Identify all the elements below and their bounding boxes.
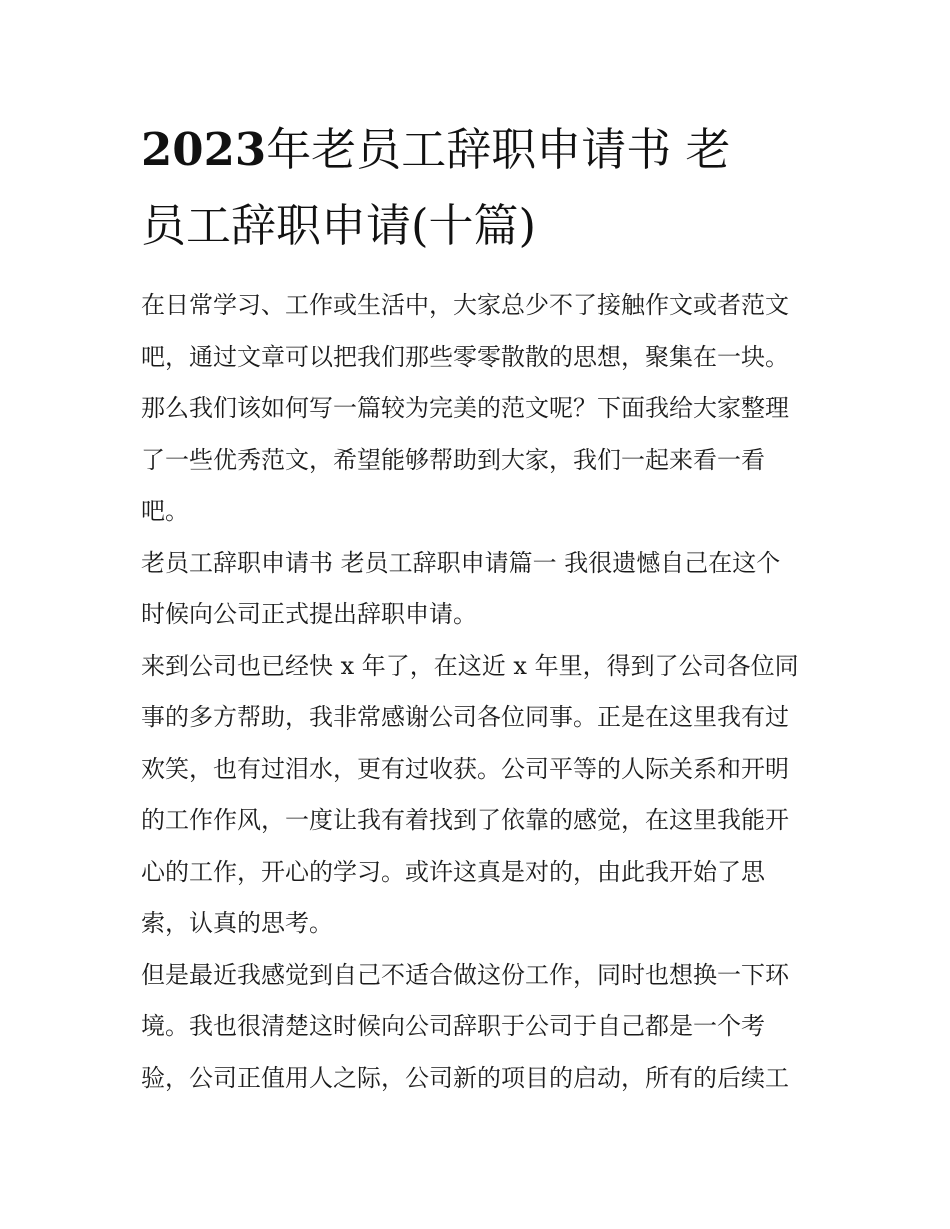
paragraph-body-2 [141, 950, 816, 1105]
paragraph-intro [141, 280, 816, 538]
text-line: 在日常学习、工作或生活中，大家总少不了接触作文或者范文 [141, 291, 789, 319]
text-line: 境。我也很清楚这时候向公司辞职于公司于自己都是一个考 [141, 1012, 765, 1040]
text-line: 了一些优秀范文，希望能够帮助到大家，我们一起来看一看 [141, 445, 765, 474]
text-line: 但是最近我感觉到自己不适合做这份工作，同时也想换一下环 [141, 960, 789, 989]
text-line: 欢笑，也有过泪水，更有过收获。公司平等的人际关系和开明 [141, 754, 789, 783]
title-text-line1: 年老员工辞职申请书 老 [266, 123, 731, 176]
text-line: 验，公司正值用人之际，公司新的项目的启动，所有的后续工 [141, 1063, 789, 1092]
text-line: 的工作作风，一度让我有着找到了依靠的感觉，在这里我能开 [141, 806, 789, 834]
document-body [141, 280, 816, 1104]
document-title [141, 112, 821, 264]
text-line: 心的工作，开心的学习。或许这真是对的，由此我开始了思 [141, 857, 765, 886]
text-line: 老员工辞职申请书 老员工辞职申请篇一 我很遗憾自己在这个 [141, 548, 781, 577]
text-line: 索，认真的思考。 [141, 909, 333, 937]
text-line: 时候向公司正式提出辞职申请。 [141, 600, 477, 628]
text-line: 事的多方帮助，我非常感谢公司各位同事。正是在这里我有过 [141, 703, 789, 731]
text-line: 那么我们该如何写一篇较为完美的范文呢？下面我给大家整理 [141, 394, 789, 422]
text-line: 吧，通过文章可以把我们那些零零散散的思想，聚集在一块。 [141, 342, 789, 371]
paragraph-body-1 [141, 641, 816, 950]
text-line: 吧。 [141, 497, 189, 525]
title-text-line2: 员工辞职申请(十篇) [141, 199, 537, 252]
text-line: 来到公司也已经快 x 年了，在这近 x 年里，得到了公司各位同 [141, 651, 799, 680]
paragraph-heading-piece-one [141, 538, 816, 641]
title-year: 2023 [141, 123, 267, 176]
